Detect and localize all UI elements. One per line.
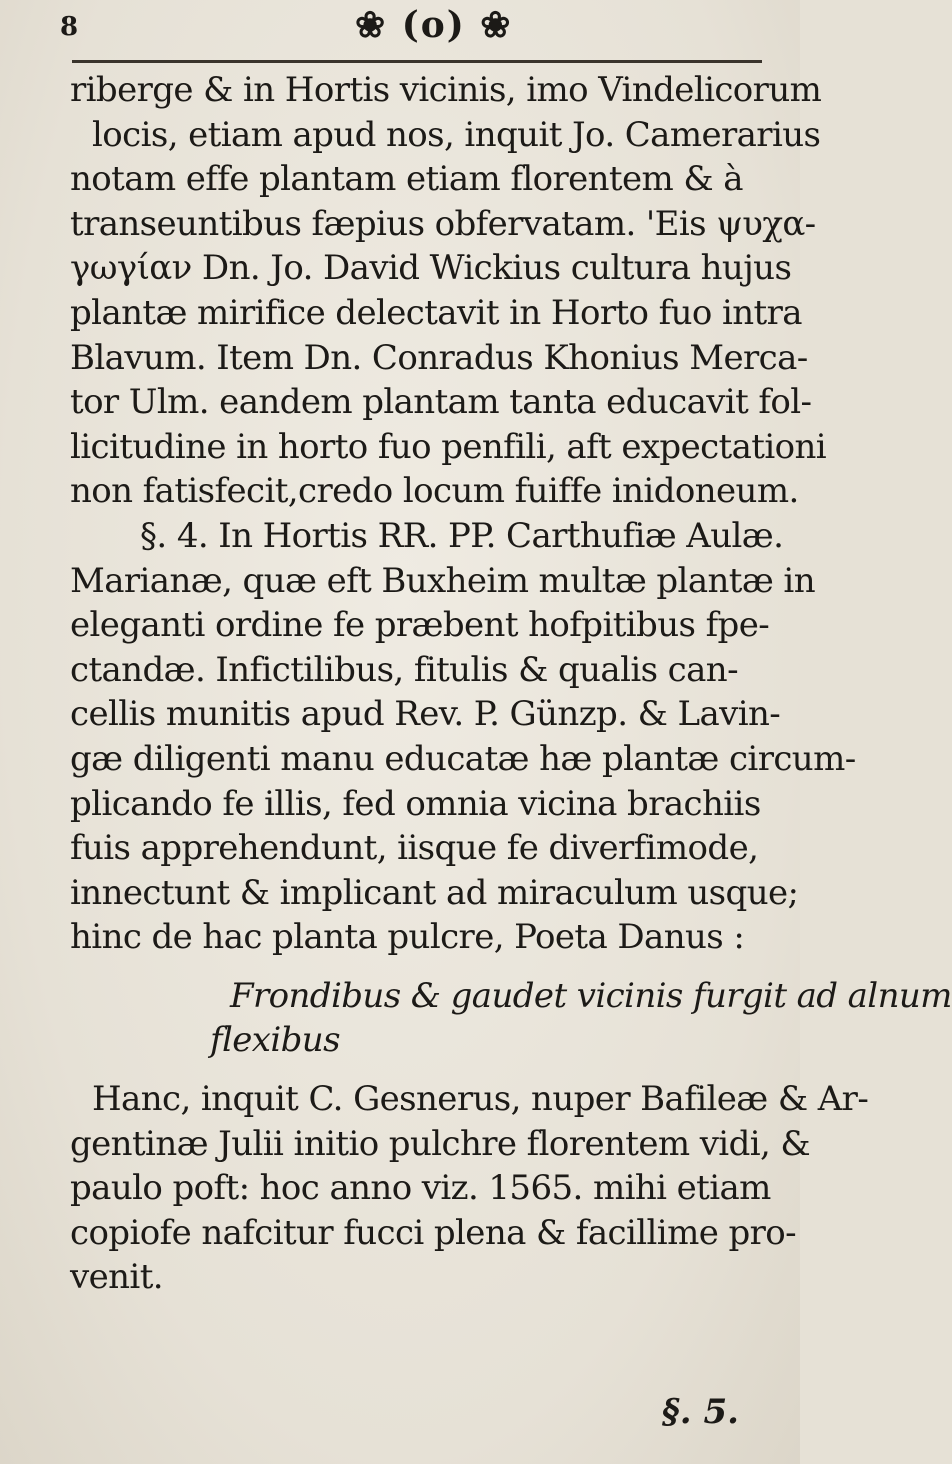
- text-line: notam effe plantam etiam florentem & à: [70, 159, 743, 200]
- text-line: gentinæ Julii initio pulchre florentem vidi, &: [70, 1123, 811, 1164]
- text-line: γωγίαν Dn. Jo. David Wickius cultura hujus: [70, 248, 792, 289]
- spacer: [70, 960, 770, 974]
- next-section-mark: §. 5.: [662, 1392, 739, 1432]
- text-line: non fatisfecit,credo locum fuiffe inidoneum.: [70, 471, 799, 512]
- text-line: paulo poft: hoc anno viz. 1565. mihi etiam: [70, 1168, 771, 1209]
- printer-ornament: ❀ (o) ❀: [355, 4, 513, 46]
- text-line: riberge & in Hortis vicinis, imo Vindelicorum: [70, 70, 822, 110]
- text-line: locis, etiam apud nos, inquit Jo. Camerarius: [92, 114, 821, 155]
- text-line: Blavum. Item Dn. Conradus Khonius Merca-: [70, 337, 808, 378]
- text-line: flexibus: [210, 1020, 340, 1061]
- verse-quote: [70, 974, 952, 1063]
- text-line: cellis munitis apud Rev. P. Günzp. & Lavin-: [70, 694, 781, 735]
- text-line: ctandæ. Infictilibus, fitulis & qualis can-: [70, 649, 738, 690]
- text-line: Marianæ, quæ eft Buxheim multæ plantæ in: [70, 560, 816, 601]
- header-rule: [72, 60, 762, 63]
- text-line: innectunt & implicant ad miraculum usque;: [70, 872, 799, 913]
- paragraph-1: [70, 68, 856, 960]
- text-line: copiofe nafcitur fucci plena & facillime pro-: [70, 1212, 797, 1253]
- text-line: gæ diligenti manu educatæ hæ plantæ circum-: [70, 738, 856, 779]
- text-line: Hanc, inquit C. Gesnerus, nuper Bafileæ & Ar-: [92, 1079, 869, 1120]
- text-line: venit.: [70, 1257, 163, 1298]
- main-text: [70, 68, 952, 1300]
- text-line: hinc de hac planta pulcre, Poeta Danus :: [70, 917, 745, 958]
- text-line: plicando fe illis, fed omnia vicina brachiis: [70, 783, 761, 824]
- spacer: [70, 1063, 770, 1077]
- page-header: [0, 0, 800, 62]
- signature-mark: 8: [60, 12, 79, 42]
- paragraph-2: [70, 1077, 869, 1300]
- text-line: fuis apprehendunt, iisque fe diverfimode,: [70, 828, 759, 869]
- text-line: tor Ulm. eandem plantam tanta educavit fol-: [70, 382, 812, 423]
- text-line: Frondibus & gaudet vicinis furgit ad alnum: [230, 975, 952, 1016]
- text-line: eleganti ordine fe præbent hofpitibus fpe-: [70, 605, 770, 646]
- text-line: plantæ mirifice delectavit in Horto fuo intra: [70, 292, 802, 333]
- text-line: licitudine in horto fuo penfili, aft expectationi: [70, 426, 827, 467]
- text-line: §. 4. In Hortis RR. PP. Carthufiæ Aulæ.: [140, 515, 784, 556]
- text-line: transeuntibus fæpius obfervatam. 'Eis ψυχα-: [70, 203, 816, 244]
